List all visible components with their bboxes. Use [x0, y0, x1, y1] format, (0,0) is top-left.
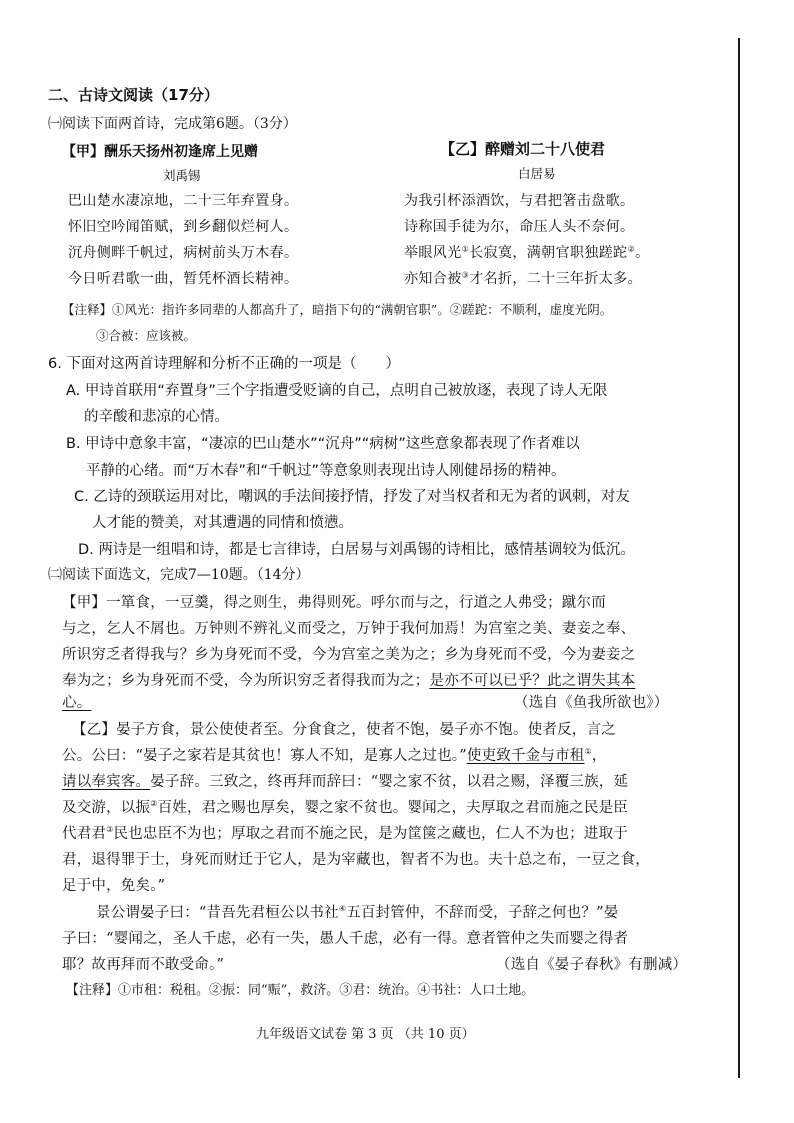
binding-line [738, 38, 740, 1078]
passage-jia-line: 与之，乞人不屑也。万钟则不辨礼义而受之，万钟于我何加焉！为宫室之美、妻妾之奉、 [62, 621, 636, 637]
poem-notes-cont: ③合被：应该被。 [96, 328, 197, 343]
passage-yi-line: 公。公曰：“晏子之家若是其贫也！寡人不知，是寡人之过也。”使吏致千金与市租①， [62, 747, 607, 764]
part1-instruction: ㈠阅读下面两首诗，完成第6题。（3分） [48, 116, 297, 132]
passage-yi-line: 及交游，以振②百姓，君之赐也厚矣，婴之家不贫也。婴闻之，夫厚取之君而施之民是臣 [62, 799, 628, 816]
option-d: D. 两诗是一组唱和诗，都是七言律诗，白居易与刘禹锡的诗相比，感情基调较为低沉。 [78, 542, 635, 558]
option-b: B. 甲诗中意象丰富，“凄凉的巴山楚水”“沉舟”“病树”这些意象都表现了作者难以 [66, 436, 580, 452]
passage-yi-line: 子曰：“婴闻之，圣人千虑，必有一失，愚人千虑，必有一得。意者管仲之失而婴之得者 [62, 931, 629, 947]
option-a-cont: 的辛酸和悲凉的心情。 [84, 409, 229, 425]
passage-yi-line: 景公谓晏子曰：“昔吾先君桓公以书社④五百封管仲，不辞而受，子辞之何也？”晏 [96, 904, 619, 921]
passage-jia-line: 【甲】一箪食，一豆羹，得之则生，弗得则死。呼尔而与之，行道之人弗受；蹴尔而 [62, 595, 606, 611]
option-b-cont: 平静的心绪。而“万木春”和“千帆过”等意象则表现出诗人刚健昂扬的精神。 [86, 463, 566, 479]
passage-jia-line: 心。 [62, 695, 92, 711]
poem-b-line: 诗称国手徒为尔，命压人头不奈何。 [404, 219, 635, 235]
passage-jia-line: 奉为之；乡为身死而不受，今为所识穷乏者得我而为之；是亦不可以已乎？此之谓失其本 [62, 673, 636, 689]
passage-jia-source: （选自《鱼我所欲也》） [514, 695, 669, 711]
poem-b-author: 白居易 [518, 166, 556, 181]
passage-yi-line: 耶？故再拜而不敢受命。” [62, 957, 225, 973]
poem-a-author: 刘禹锡 [163, 168, 201, 183]
question-6-stem: 6. 下面对这两首诗理解和分析不正确的一项是（ ） [48, 356, 400, 372]
underlined-sentence: 使吏致千金与市租 [466, 748, 585, 764]
poem-a-line: 今日听君歌一曲，暂凭杯酒长精神。 [68, 271, 299, 287]
poem-b-line: 举眼风光①长寂寞，满朝官职独蹉跎②。 [404, 244, 650, 261]
option-c: C. 乙诗的颈联运用对比，嘲讽的手法间接抒情，抒发了对当权者和无为者的讽刺，对友 [74, 489, 630, 505]
section-title: 二、古诗文阅读（17分） [48, 86, 219, 104]
poem-a-line: 沉舟侧畔千帆过，病树前头万木春。 [68, 245, 299, 261]
option-c-cont: 人才能的赞美，对其遭遇的同情和愤懑。 [92, 515, 353, 531]
poem-b-line: 亦知合被③才名折，二十三年折太多。 [404, 270, 642, 287]
passage-notes: 【注释】①市租：税租。②振：同“赈”，救济。③君：统治。④书社：人口土地。 [66, 983, 535, 998]
underlined-sentence: 是亦不可以已乎？此之谓失其本 [429, 673, 636, 689]
poem-a-line: 怀旧空吟闻笛赋，到乡翻似烂柯人。 [68, 219, 299, 235]
passage-yi-line: 代君君③民也忠臣不为也；厚取之君而不施之民，是为筐箧之藏也，仁人不为也；进取于 [62, 825, 628, 842]
poem-b-line: 为我引杯添酒饮，与君把箸击盘歌。 [404, 193, 635, 209]
passage-yi-source: （选自《晏子春秋》有删减） [496, 957, 688, 973]
part2-instruction: ㈡阅读下面选文，完成7—10题。（14分） [48, 567, 310, 583]
passage-yi-line: 请以奉宾客。晏子辞。三致之，终再拜而辞曰：“婴之家不贫，以君之赐，泽覆三族，延 [62, 774, 629, 790]
poem-a-line: 巴山楚水凄凉地，二十三年弃置身。 [68, 193, 299, 209]
passage-yi-line: 【乙】晏子方食，景公使使者至。分食食之，使者不饱，晏子亦不饱。使者反，言之 [72, 722, 616, 738]
poem-a-title: 【甲】酬乐天扬州初逢席上见赠 [62, 144, 258, 160]
option-a: A. 甲诗首联用“弃置身”三个字指遭受贬谪的自己，点明自己被放逐，表现了诗人无限 [66, 383, 608, 399]
poem-b-title: 【乙】醉赠刘二十八使君 [440, 140, 606, 158]
poem-notes: 【注释】①风光：指许多同辈的人都高升了，暗指下句的“满朝官职”。②蹉跎：不顺利，虚度光阴。 [62, 302, 613, 317]
passage-yi-line: 足于中，免矣。” [62, 878, 166, 894]
passage-jia-line: 所识穷乏者得我与？乡为身死而不受，今为宫室之美为之；乡为身死而不受，今为妻妾之 [62, 647, 636, 663]
passage-yi-line: 君，退得罪于士，身死而财迁于它人，是为宰藏也，智者不为也。夫十总之布，一豆之食， [62, 852, 650, 868]
page-footer: 九年级语文试卷 第 3 页 （共 10 页） [256, 1027, 475, 1042]
